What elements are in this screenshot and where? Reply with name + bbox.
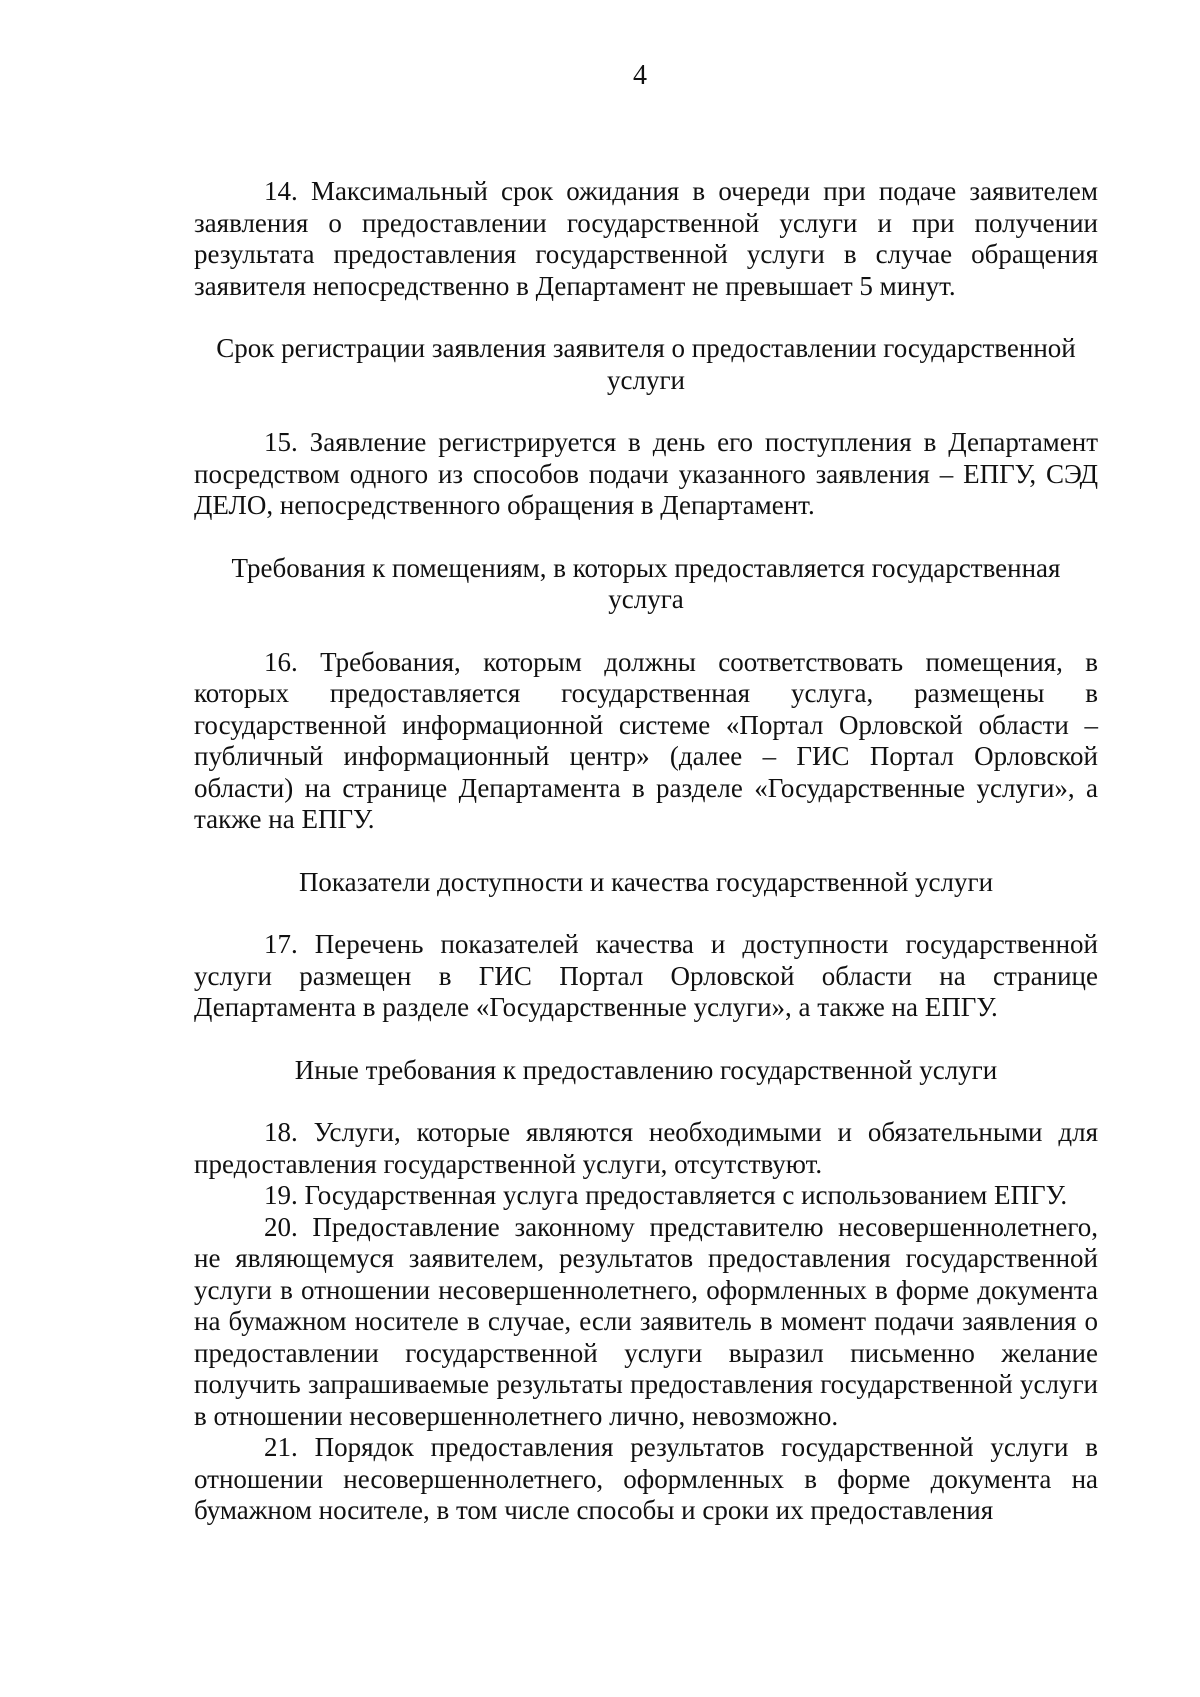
paragraph-15: 15. Заявление регистрируется в день его поступления в Департамент посредством одного из способов подачи указанного заявления – ЕПГУ, СЭД ДЕЛО, непосредственного обращения в Департамент. [194,427,1098,520]
paragraph-20: 20. Предоставление законному представителю несовершеннолетнего, не являющемуся заявителем, результатов предоставления государственной услуги в отношении несовершеннолетнего, оформленных в форме документа на бумажном носителе в случае, если заявитель в момент подачи заявления о предоставлении государственной услуги выразил письменно желание получить запрашиваемые результаты предоставления государственной услуги в отношении несовершеннолетнего лично, невозможно. [194,1211,1098,1431]
paragraph-21: 21. Порядок предоставления результатов государственной услуги в отношении несовершеннолетнего, оформленных в форме документа на бумажном носителе, в том числе способы и сроки их предоставления [194,1432,1098,1525]
page-number: 4 [633,60,647,91]
paragraph-14: 14. Максимальный срок ожидания в очереди при подаче заявителем заявления о предоставлении государственной услуги и при получении результата предоставления государственной услуги в случае обращения заявителя непосредственно в Департамент не превышает 5 минут. [194,176,1098,301]
paragraph-16: 16. Требования, которым должны соответствовать помещения, в которых предоставляется государственная услуга, размещены в государственной информационной системе «Портал Орловской области – публичный информационный центр» (далее – ГИС Портал Орловской области) на странице Департамента в разделе «Государственные услуги», а также на ЕПГУ. [194,646,1098,834]
section-heading-premises-requirements: Требования к помещениям, в которых предоставляется государственная услуга [231,552,1061,614]
section-heading-other-requirements: Иные требования к предоставлению государственной услуги [294,1054,998,1085]
paragraph-19: 19. Государственная услуга предоставляется с использованием ЕПГУ. [264,1180,1068,1210]
section-heading-registration-term: Срок регистрации заявления заявителя о предоставлении государственной услуги [216,333,1076,395]
document-body [194,176,1098,1527]
paragraph-17: 17. Перечень показателей качества и доступности государственной услуги размещен в ГИС Портал Орловской области на странице Департамента в разделе «Государственные услуги», а также на ЕПГУ. [194,929,1098,1022]
section-heading-accessibility-quality: Показатели доступности и качества государственной услуги [298,866,994,897]
paragraph-18: 18. Услуги, которые являются необходимыми и обязательными для предоставления государственной услуги, отсутствуют. [194,1117,1098,1179]
